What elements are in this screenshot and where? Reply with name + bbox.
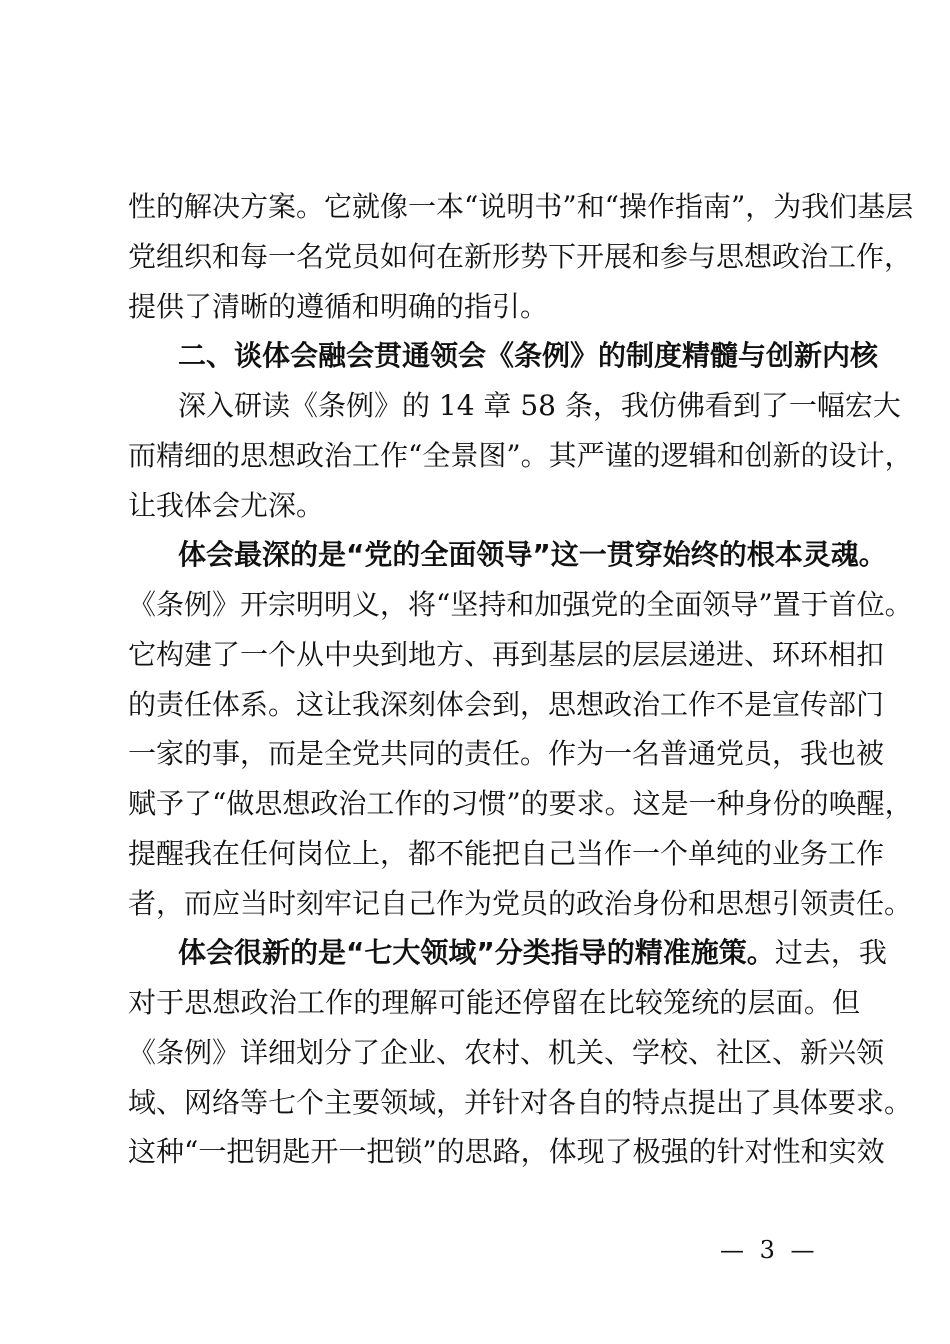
text-line: 对于思想政治工作的理解可能还停留在比较笼统的层面。但 [128,986,860,1019]
text-line: 者，而应当时刻牢记自己作为党员的政治身份和思想引领责任。 [128,886,913,920]
text-line [128,928,887,978]
text-line: 提供了清晰的遵循和明确的指引。 [128,289,549,323]
text-line: 党组织和每一名党员如何在新形势下开展和参与思想政治工作， [128,239,913,273]
page-number: — 3 — [720,1236,819,1264]
text-line: 深入研读《条例》的 14 章 58 条，我仿佛看到了一幅宏大 [178,389,901,422]
text-line: 提醒我在任何岗位上，都不能把自己当作一个单纯的业务工作 [128,836,885,870]
text-line: 《条例》开宗明明义，将“坚持和加强党的全面领导”置于首位。 [128,588,913,621]
text-line: 性的解决方案。它就像一本“说明书”和“操作指南”，为我们基层 [128,190,914,223]
text-fragment: 过去，我 [774,936,887,970]
section-heading: 二、谈体会融会贯通领会《条例》的制度精髓与创新内核 [178,339,879,373]
text-line: 的责任体系。这让我深刻体会到，思想政治工作不是宣传部门 [128,687,885,721]
text-line: 《条例》详细划分了企业、农村、机关、学校、社区、新兴领 [128,1035,885,1069]
bold-lead-sentence: 体会最深的是“党的全面领导”这一贯穿始终的根本灵魂。 [178,538,887,572]
text-line: 它构建了一个从中央到地方、再到基层的层层递进、环环相扣 [128,637,885,671]
text-line: 让我体会尤深。 [128,488,325,522]
text-line: 域、网络等七个主要领域，并针对各自的特点提出了具体要求。 [128,1085,913,1119]
text-line: 而精细的思想政治工作“全景图”。其严谨的逻辑和创新的设计， [128,438,913,472]
text-line: 一家的事，而是全党共同的责任。作为一名普通党员，我也被 [128,737,885,771]
text-line: 赋予了“做思想政治工作的习惯”的要求。这是一种身份的唤醒， [128,787,913,820]
text-line: 这种“一把钥匙开一把锁”的思路，体现了极强的针对性和实效 [128,1135,885,1169]
bold-lead-sentence: 体会很新的是“七大领域”分类指导的精准施策。 [178,936,775,970]
body-text [128,182,914,1177]
